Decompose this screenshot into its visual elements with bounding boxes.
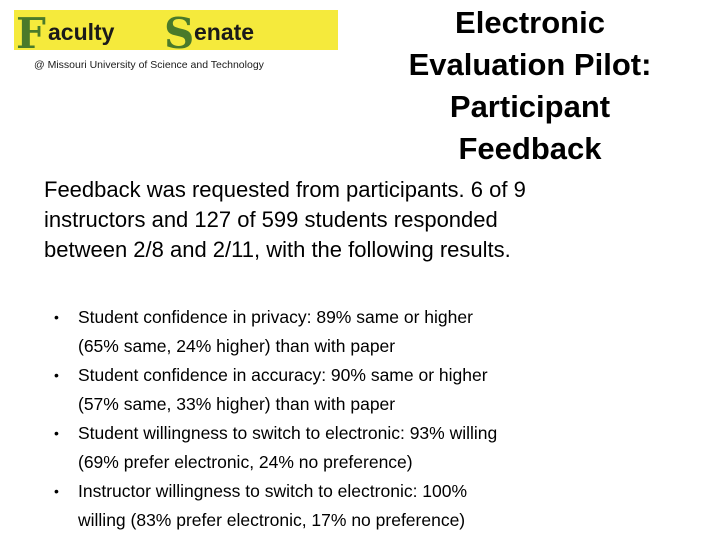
intro-line: instructors and 127 of 599 students responded bbox=[44, 207, 498, 232]
bullet-icon: • bbox=[54, 425, 59, 441]
bullet-line: (65% same, 24% higher) than with paper bbox=[78, 336, 396, 356]
page-title bbox=[372, 2, 688, 170]
faculty-senate-logo bbox=[14, 10, 338, 78]
bullet-icon: • bbox=[54, 367, 59, 383]
logo-word-aculty: aculty bbox=[48, 19, 115, 45]
list-item bbox=[48, 303, 708, 361]
bullet-line: Instructor willingness to switch to electronic: 100% bbox=[78, 481, 468, 501]
bullet-icon: • bbox=[54, 309, 59, 325]
list-item bbox=[48, 419, 708, 477]
logo-word-enate: enate bbox=[194, 19, 255, 45]
list-item bbox=[48, 361, 708, 419]
intro-line: Feedback was requested from participants. 6 of 9 bbox=[44, 177, 526, 202]
logo-letter-f: F bbox=[16, 10, 46, 58]
title-line: Feedback bbox=[458, 131, 602, 166]
results-list bbox=[48, 303, 708, 535]
bullet-line: Student willingness to switch to electronic: 93% willing bbox=[78, 423, 498, 443]
intro-paragraph bbox=[44, 175, 694, 265]
title-line: Evaluation Pilot: bbox=[408, 47, 652, 82]
bullet-line: willing (83% prefer electronic, 17% no preference) bbox=[78, 510, 466, 530]
bullet-line: (57% same, 33% higher) than with paper bbox=[78, 394, 396, 414]
list-item bbox=[48, 477, 708, 535]
bullet-icon: • bbox=[54, 483, 59, 499]
logo-letter-s: S bbox=[164, 10, 195, 58]
logo-wordmark bbox=[14, 10, 338, 78]
bullet-line: (69% prefer electronic, 24% no preference) bbox=[78, 452, 413, 472]
title-line: Electronic bbox=[455, 5, 605, 40]
logo-subtitle: @ Missouri University of Science and Technology bbox=[34, 59, 264, 71]
title-line: Participant bbox=[449, 89, 611, 124]
intro-line: between 2/8 and 2/11, with the following results. bbox=[44, 237, 511, 262]
bullet-line: Student confidence in accuracy: 90% same or higher bbox=[78, 365, 488, 385]
bullet-line: Student confidence in privacy: 89% same or higher bbox=[78, 307, 473, 327]
